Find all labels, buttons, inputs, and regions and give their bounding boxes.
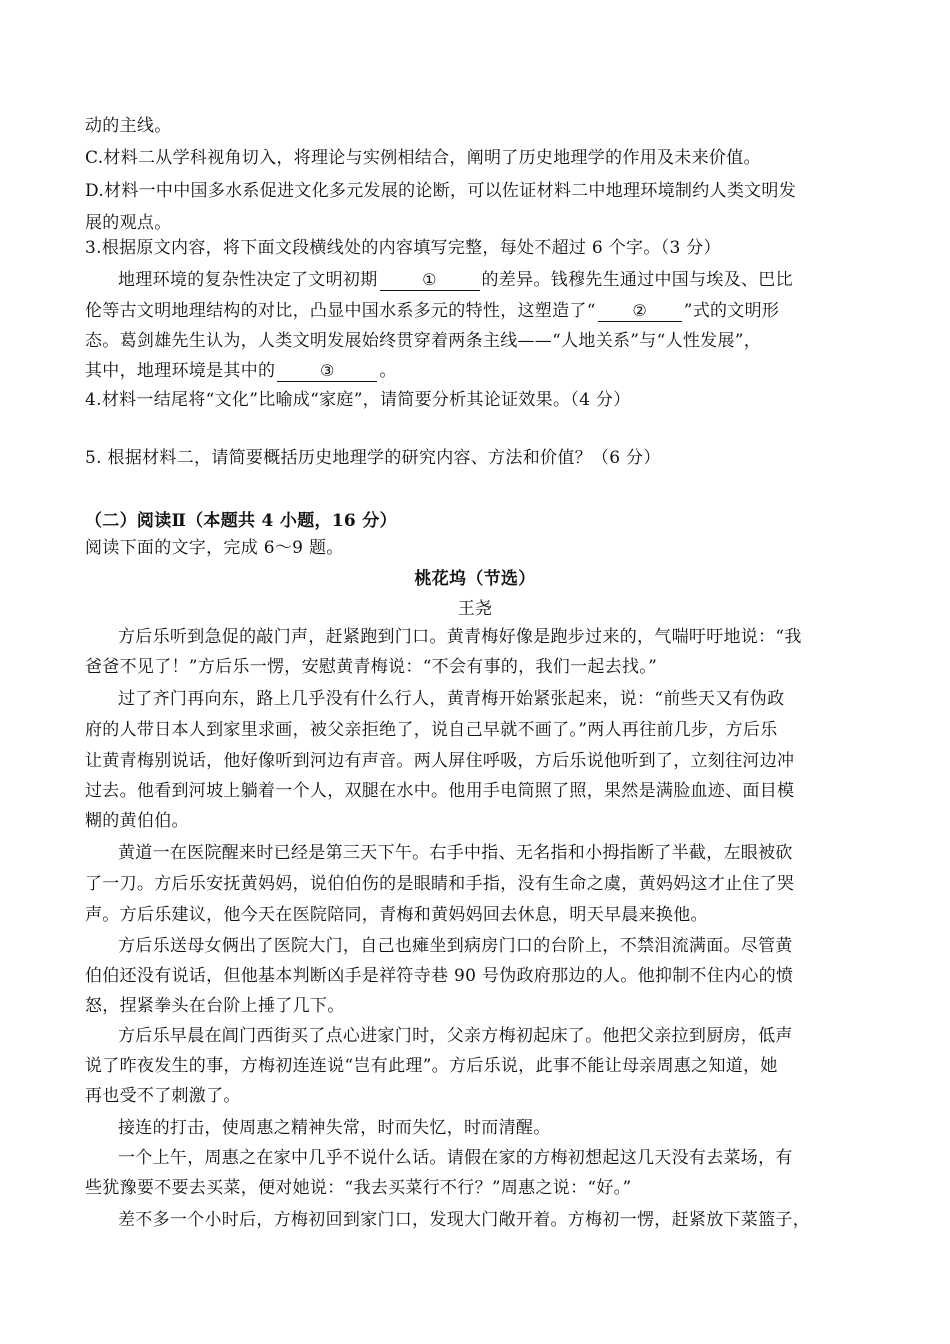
reading-instruction: 阅读下面的文字，完成 6～9 题。: [85, 538, 344, 558]
passage-line: 了一刀。方后乐安抚黄妈妈，说伯伯伤的是眼睛和手指，没有生命之虞，黄妈妈这才止住了哭: [85, 874, 795, 894]
blank-3: ③: [277, 361, 377, 382]
fill-paragraph-line4: [85, 360, 397, 382]
text-line: 动的主线。: [85, 116, 172, 136]
question-5: 5. 根据材料二，请简要概括历史地理学的研究内容、方法和价值？（6 分）: [85, 448, 661, 468]
text-segment: ”式的文明形: [683, 301, 780, 321]
fill-paragraph-line2: [85, 300, 779, 322]
option-d-line2: 展的观点。: [85, 213, 172, 233]
text-segment: 。: [379, 361, 397, 381]
option-c: C.材料二从学科视角切入，将理论与实例相结合，阐明了历史地理学的作用及未来价值。: [85, 148, 761, 168]
blank-1: ①: [380, 270, 480, 291]
passage-line: 说了昨夜发生的事，方梅初连连说“岂有此理”。方后乐说，此事不能让母亲周惠之知道，她: [85, 1056, 778, 1076]
passage-author: 王尧: [457, 599, 493, 619]
passage-line: 爸爸不见了！”方后乐一愣，安慰黄青梅说：“不会有事的，我们一起去找。”: [85, 657, 658, 677]
text-segment: 的差异。钱穆先生通过中国与埃及、巴比: [481, 270, 793, 290]
passage-line: 过了齐门再向东，路上几乎没有什么行人，黄青梅开始紧张起来，说：“前些天又有伪政: [118, 689, 785, 709]
passage-line: 再也受不了刺激了。: [85, 1086, 241, 1106]
passage-line: 伯伯还没有说话，但他基本判断凶手是祥符寺巷 90 号伪政府那边的人。他抑制不住内心的愤: [85, 966, 794, 986]
fill-paragraph-line1: [118, 269, 793, 291]
question-3: 3.根据原文内容，将下面文段横线处的内容填写完整，每处不超过 6 个字。（3 分）: [85, 238, 721, 258]
option-d-line1: D.材料一中中国多水系促进文化多元发展的论断，可以佐证材料二中地理环境制约人类文明发: [85, 181, 797, 201]
passage-line: 一个上午，周惠之在家中几乎不说什么话。请假在家的方梅初想起这几天没有去菜场，有: [118, 1148, 793, 1168]
passage-title: 桃花坞（节选）: [414, 569, 536, 589]
passage-line: 方后乐听到急促的敲门声，赶紧跑到门口。黄青梅好像是跑步过来的，气喘吁吁地说：“我: [118, 627, 802, 647]
passage-line: 方后乐送母女俩出了医院大门，自己也瘫坐到病房门口的台阶上，不禁泪流满面。尽管黄: [118, 936, 793, 956]
passage-line: 差不多一个小时后，方梅初回到家门口，发现大门敞开着。方梅初一愣，赶紧放下菜篮子，: [118, 1210, 810, 1230]
passage-line: 怒，捏紧拳头在台阶上捶了几下。: [85, 996, 345, 1016]
passage-line: 些犹豫要不要去买菜，便对她说：“我去买菜行不行？”周惠之说：“好。”: [85, 1178, 632, 1198]
fill-paragraph-line3: 态。葛剑雄先生认为，人类文明发展始终贯穿着两条主线——“人地关系”与“人性发展”，: [85, 331, 762, 351]
passage-line: 让黄青梅别说话，他好像听到河边有声音。两人屏住呼吸，方后乐说他听到了，立刻往河边冲: [85, 751, 795, 771]
blank-2: ②: [598, 301, 682, 322]
text-segment: 其中，地理环境是其中的: [85, 361, 276, 381]
passage-line: 接连的打击，使周惠之精神失常，时而失忆，时而清醒。: [118, 1118, 551, 1138]
passage-line: 声。方后乐建议，他今天在医院陪同，青梅和黄妈妈回去休息，明天早晨来换他。: [85, 905, 708, 925]
question-4: 4.材料一结尾将“文化”比喻成“家庭”，请简要分析其论证效果。（4 分）: [85, 390, 631, 410]
passage-line: 方后乐早晨在阊门西街买了点心进家门时，父亲方梅初起床了。他把父亲拉到厨房，低声: [118, 1026, 793, 1046]
text-segment: 伦等古文明地理结构的对比，凸显中国水系多元的特性，这塑造了“: [85, 301, 596, 321]
passage-line: 黄道一在医院醒来时已经是第三天下午。右手中指、无名指和小拇指断了半截，左眼被砍: [118, 843, 793, 863]
text-segment: 地理环境的复杂性决定了文明初期: [118, 270, 378, 290]
section-heading: （二）阅读Ⅱ（本题共 4 小题，16 分）: [85, 511, 397, 531]
passage-line: 糊的黄伯伯。: [85, 811, 189, 831]
passage-line: 府的人带日本人到家里求画，被父亲拒绝了，说自己早就不画了。”两人再往前几步，方后乐: [85, 720, 778, 740]
passage-line: 过去。他看到河坡上躺着一个人，双腿在水中。他用手电筒照了照，果然是满脸血迹、面目模: [85, 781, 795, 801]
